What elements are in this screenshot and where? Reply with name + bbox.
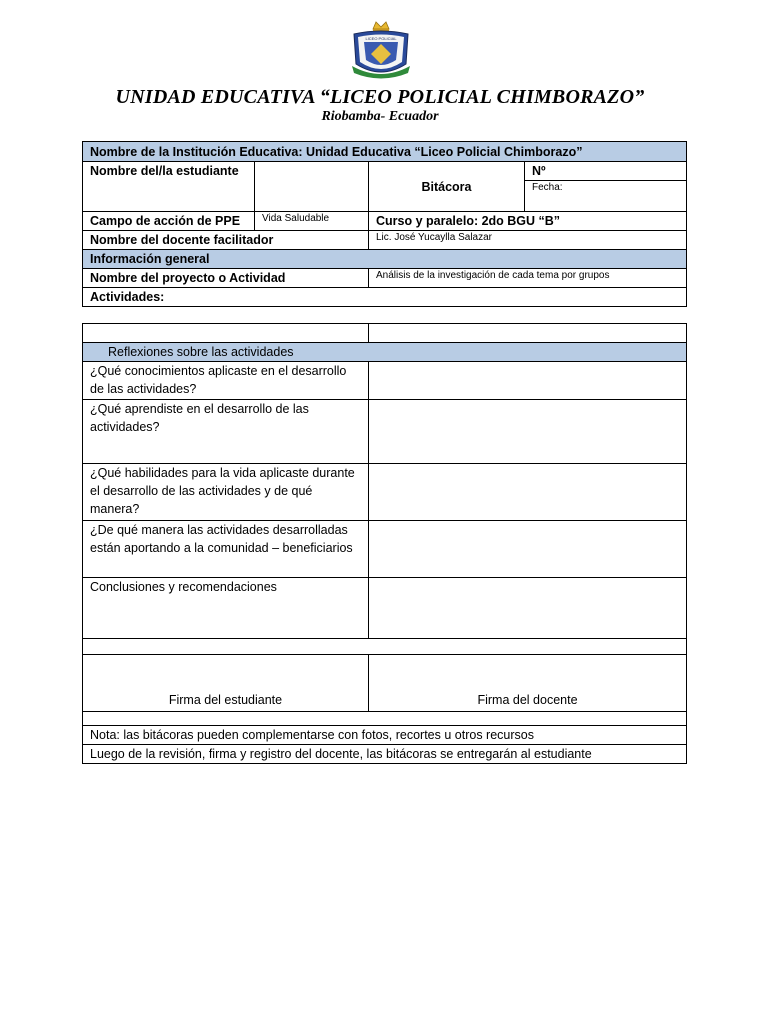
docente-label: Nombre del docente facilitador xyxy=(83,231,369,250)
firma-estudiante[interactable]: Firma del estudiante xyxy=(83,655,369,712)
info-general-header: Información general xyxy=(83,250,687,269)
bitacora-label: Bitácora xyxy=(369,162,525,212)
firma-docente[interactable]: Firma del docente xyxy=(369,655,687,712)
answer-1-field[interactable] xyxy=(369,362,687,400)
question-1: ¿Qué conocimientos aplicaste en el desarrollo de las actividades? xyxy=(83,362,369,400)
curso-label: Curso y paralelo: 2do BGU “B” xyxy=(369,212,687,231)
spacer-row xyxy=(83,712,687,726)
school-title: UNIDAD EDUCATIVA “LICEO POLICIAL CHIMBORAZO” xyxy=(115,86,645,108)
question-4: ¿De qué manera las actividades desarrolladas están aportando a la comunidad – beneficiarios xyxy=(83,521,369,578)
school-subtitle: Riobamba- Ecuador xyxy=(321,109,439,124)
proyecto-label: Nombre del proyecto o Actividad xyxy=(83,269,369,288)
campo-label: Campo de acción de PPE xyxy=(83,212,255,231)
answer-3-field[interactable] xyxy=(369,464,687,521)
question-2: ¿Qué aprendiste en el desarrollo de las actividades? xyxy=(83,400,369,464)
date-label[interactable]: Fecha: xyxy=(525,181,687,212)
conclusiones-field[interactable] xyxy=(369,578,687,639)
institution-name: Nombre de la Institución Educativa: Unidad Educativa “Liceo Policial Chimborazo” xyxy=(83,142,687,162)
student-name-field[interactable] xyxy=(255,162,369,212)
actividades-label[interactable]: Actividades: xyxy=(83,288,687,307)
spacer-row xyxy=(83,639,687,655)
campo-value: Vida Saludable xyxy=(255,212,369,231)
reflexiones-header: Reflexiones sobre las actividades xyxy=(83,343,687,362)
question-3: ¿Qué habilidades para la vida aplicaste durante el desarrollo de las actividades y de qué manera? xyxy=(83,464,369,521)
conclusiones-label: Conclusiones y recomendaciones xyxy=(83,578,369,639)
svg-text:LICEO POLICIAL: LICEO POLICIAL xyxy=(365,36,397,41)
blank-cell xyxy=(83,324,369,343)
school-crest-logo xyxy=(346,20,416,82)
nota-text: Nota: las bitácoras pueden complementarse con fotos, recortes u otros recursos xyxy=(83,726,687,745)
luego-text: Luego de la revisión, firma y registro del docente, las bitácoras se entregarán al estudiante xyxy=(83,745,687,764)
proyecto-value: Análisis de la investigación de cada tema por grupos xyxy=(369,269,687,288)
blank-cell xyxy=(369,324,687,343)
student-name-label: Nombre del/la estudiante xyxy=(83,162,255,212)
general-info-table xyxy=(82,141,687,307)
number-label[interactable]: Nº xyxy=(525,162,687,181)
answer-2-field[interactable] xyxy=(369,400,687,464)
reflection-table xyxy=(82,323,687,764)
docente-value: Lic. José Yucaylla Salazar xyxy=(369,231,687,250)
answer-4-field[interactable] xyxy=(369,521,687,578)
